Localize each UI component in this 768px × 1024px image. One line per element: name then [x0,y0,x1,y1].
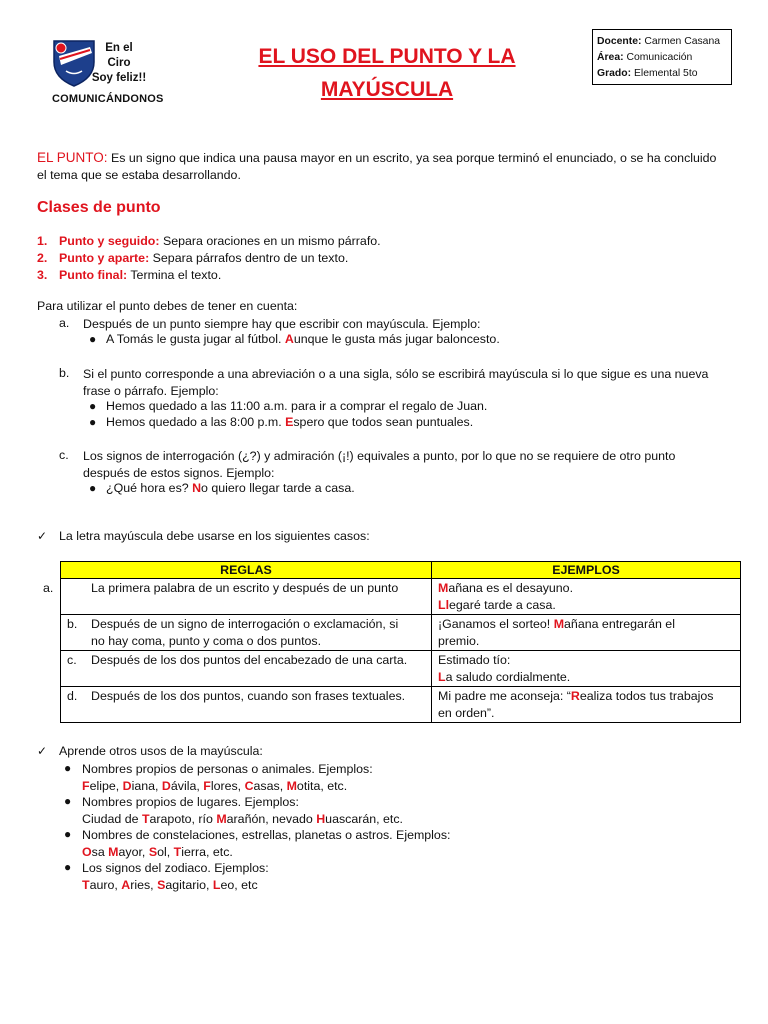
rule-cell: c. Después de los dos puntos del encabezado de una carta. [61,651,432,687]
check-icon: ✓ [37,744,48,758]
page-title: EL USO DEL PUNTO Y LA MAYÚSCULA [258,45,516,101]
otros-list [0,761,768,901]
list-item: Los signos de interrogación (¿?) y admiración (¡!) equivales a punto, por lo que no se requiere de otro punto después de estos signos. Ejemplo: [83,449,676,480]
bullet-icon: ● [89,332,97,346]
list-item: Punto y seguido: Separa oraciones en un mismo párrafo. [59,234,381,248]
uso-list: a. Después de un punto siempre hay que escribir con mayúscula. Ejemplo: ● A Tomás le gusta jugar al fútbol. Aunque le gusta más jugar baloncesto. b. Si el punto corresponde a una abreviación o a una sigla, sólo se escribirá mayúscula si lo que sigue es una nueva frase o párrafo. Ejemplo: ● Hemos quedado a las 11:00 a.m. para ir a comprar el regalo de Juan. ● Hemos quedado a las 8:00 p.m. Espero que todos sean puntuales. c. Los signos de interrogación (¿?) y admiración (¡!) equivales a punto, por lo que no se requiere de otro punto después de estos signos. Ejemplo: ● ¿Qué hora es? No quiero llegar tarde a casa. [0,316,768,506]
list-item [82,794,403,827]
definition-label: EL PUNTO: [37,150,108,165]
example-line: A Tomás le gusta jugar al fútbol. Aunque le gusta más jugar baloncesto. [106,332,500,346]
example-line: Hemos quedado a las 11:00 a.m. para ir a comprar el regalo de Juan. [106,399,488,413]
list-item-title: Nombres propios de lugares. Ejemplos: [82,795,299,809]
rules-table [43,561,741,723]
example-line: Felipe, Diana, Dávila, Flores, Casas, Motita, etc. [82,778,348,793]
check-icon: ✓ [37,529,48,543]
bullet-icon: ● [89,481,97,495]
list-item [82,860,269,893]
example-cell: Mi padre me aconseja: “Realiza todos tus trabajos en orden”. [432,687,741,723]
list-item-title: Nombres de constelaciones, estrellas, planetas o astros. Ejemplos: [82,828,451,842]
list-item-title: Nombres propios de personas o animales. Ejemplos: [82,762,373,776]
list-item: Punto y aparte: Separa párrafos dentro de un texto. [59,251,349,265]
otros-intro: Aprende otros usos de la mayúscula: [59,744,263,758]
list-item [82,761,373,794]
example-line: Ciudad de Tarapoto, río Marañón, nevado Huascarán, etc. [82,811,404,826]
list-item: Después de un punto siempre hay que escribir con mayúscula. Ejemplo: [83,317,481,331]
example-line: Osa Mayor, Sol, Tierra, etc. [82,844,233,859]
teacher-info-box: Docente: Carmen Casana Área: Comunicación Grado: Elemental 5to [592,29,732,85]
definition-paragraph: EL PUNTO: Es un signo que indica una pausa mayor en un escrito, ya sea porque terminó el enunciado, o se ha concluido el tema que se estaba desarrollando. [37,150,717,182]
clases-list: 1. Punto y seguido: Separa oraciones en un mismo párrafo. 2. Punto y aparte: Separa párrafos dentro de un texto. 3. Punto final: Termina el texto. [37,234,381,282]
table-header-row [61,562,741,579]
bullet-icon: ● [64,827,72,841]
rule-cell: d. Después de los dos puntos, cuando son frases textuales. [61,687,432,723]
list-item: Punto final: Termina el texto. [59,268,222,282]
bullet-icon: ● [89,399,97,413]
mayuscula-intro: La letra mayúscula debe usarse en los siguientes casos: [59,529,370,543]
rule-cell: a. La primera palabra de un escrito y después de un punto [61,579,432,615]
table-row [61,687,741,723]
example-line: Tauro, Aries, Sagitario, Leo, etc [82,877,258,892]
table-row [61,615,741,651]
section-heading-clases: Clases de punto [37,199,161,216]
rule-cell: b. Después de un signo de interrogación o exclamación, si no hay coma, punto y coma o dos puntos. [61,615,432,651]
bullet-icon: ● [64,761,72,775]
list-item-title: Los signos del zodiaco. Ejemplos: [82,861,269,875]
table-row [61,579,741,615]
logo-subtitle: COMUNICÁNDONOS [52,93,164,105]
logo-text: En el Ciro Soy feliz!! [91,42,147,84]
bullet-icon: ● [64,860,72,874]
example-cell: ¡Ganamos el sorteo! Mañana entregarán el premio. [432,615,741,651]
bullet-icon: ● [89,415,97,429]
example-cell: Estimado tío: La saludo cordialmente. [432,651,741,687]
table-row [61,651,741,687]
list-item: Si el punto corresponde a una abreviación o a una sigla, sólo se escribirá mayúscula si lo que sigue es una nueva frase o párrafo. Ejemplo: [83,367,709,398]
example-line: Hemos quedado a las 8:00 p.m. Espero que todos sean puntuales. [106,415,474,429]
uso-intro: Para utilizar el punto debes de tener en cuenta: [37,299,298,313]
table-header-ejemplos: EJEMPLOS [432,562,741,579]
list-item [82,827,450,860]
example-line: ¿Qué hora es? No quiero llegar tarde a casa. [106,481,355,495]
example-cell: Mañana es el desayuno. Llegaré tarde a casa. [432,579,741,615]
table-header-reglas: REGLAS [61,562,432,579]
bullet-icon: ● [64,794,72,808]
